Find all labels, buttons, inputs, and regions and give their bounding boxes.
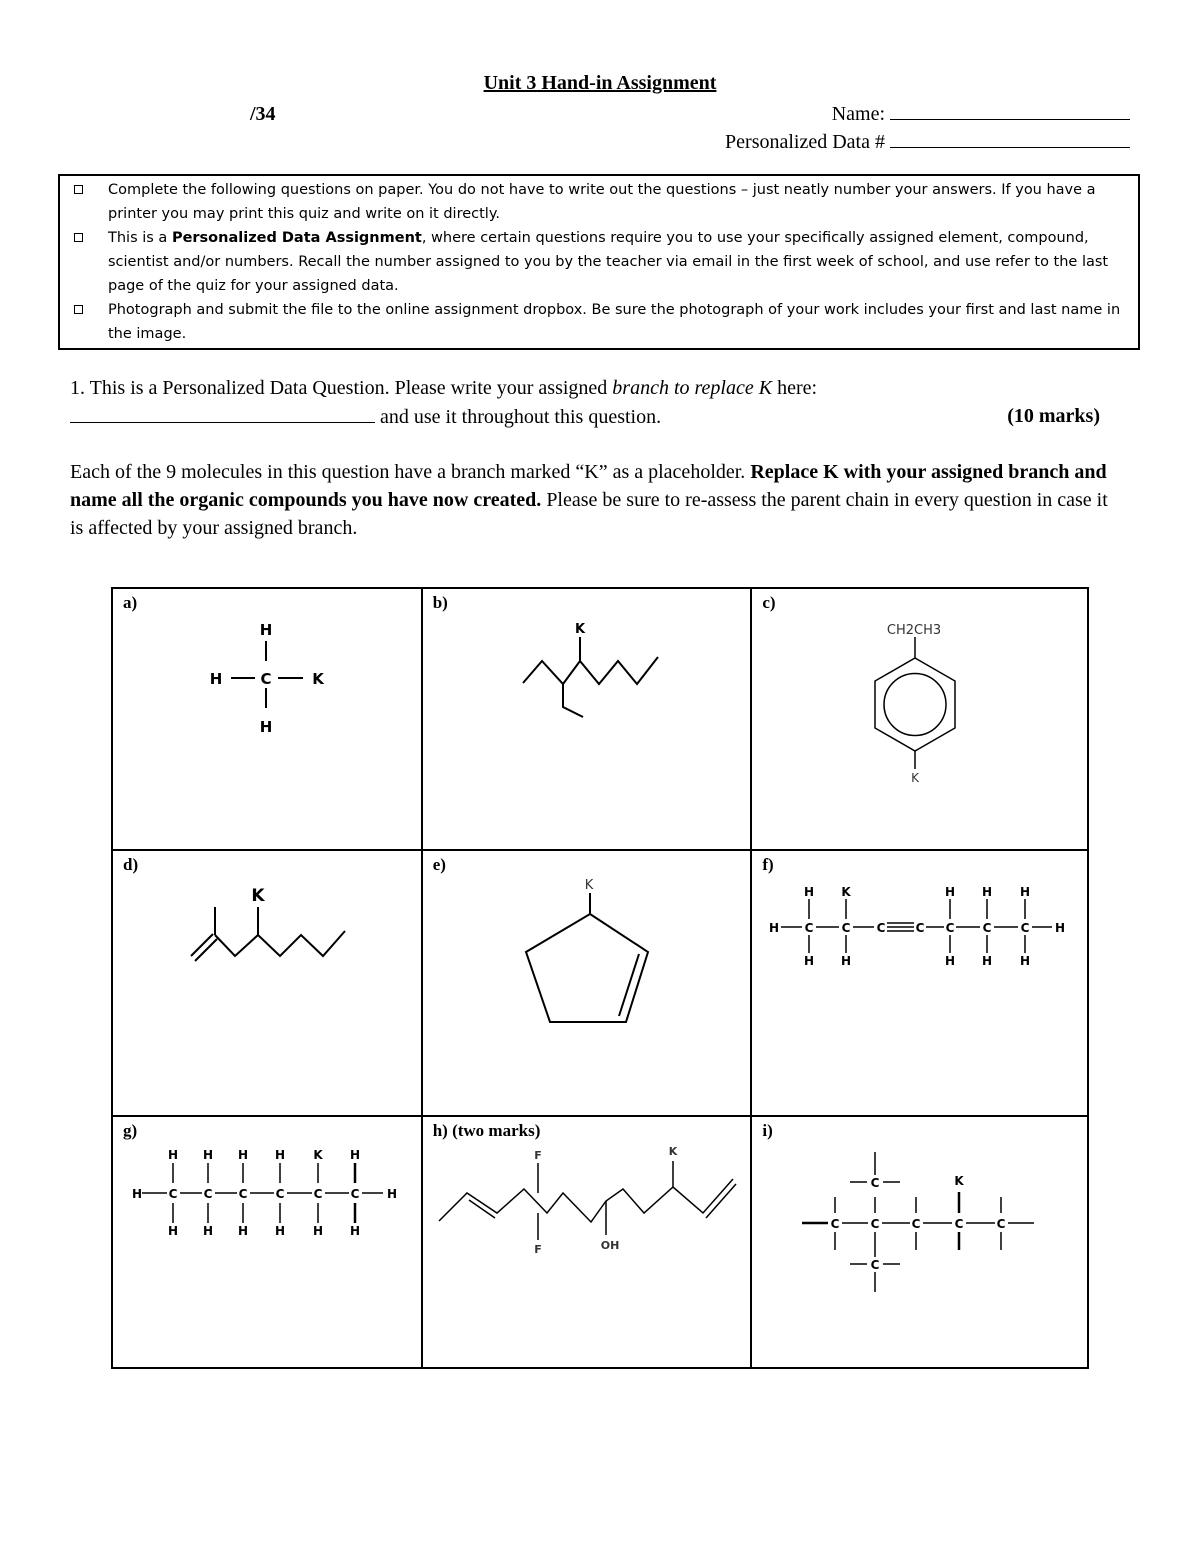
atom-label: C	[915, 921, 925, 935]
atom-label: C	[911, 1217, 921, 1231]
atom-label: H	[312, 1224, 324, 1238]
question-1-line2: and use it throughout this question. (10 marks)	[70, 402, 1100, 431]
cell-f[interactable]	[751, 850, 1088, 1116]
atom-label: H	[259, 718, 273, 736]
total-score: /34	[250, 103, 276, 125]
atom-label: OH	[600, 1239, 619, 1252]
question-instructions: Each of the 9 molecules in this question have a branch marked “K” as a placeholder. Replace K with your assigned branch and name all the organic compounds you have now created. Please be sure to re-assess the parent chain in every question in case it is affected by your assigned branch.	[70, 461, 1108, 539]
checkbox-icon	[74, 233, 83, 242]
atom-label: H	[202, 1224, 214, 1238]
cell-label: g)	[123, 1121, 138, 1140]
atom-label: C	[954, 1217, 964, 1231]
atom-label: H	[349, 1148, 361, 1162]
instruction-item: Complete the following questions on paper. You do not have to write out the questions – just neatly number your answers. If you have a printer you may print this quiz and write on it directly.	[70, 178, 1128, 226]
atom-label: H	[982, 885, 993, 899]
atom-label: H	[237, 1224, 249, 1238]
name-blank[interactable]	[890, 105, 1130, 120]
atom-label: H	[274, 1148, 286, 1162]
atom-label: K	[312, 670, 324, 688]
cell-label: a)	[123, 593, 138, 612]
atom-label: H	[202, 1148, 214, 1162]
atom-label: H	[945, 954, 956, 968]
atom-label: H	[1055, 921, 1066, 935]
atom-label: K	[954, 1174, 965, 1188]
cell-label: d)	[123, 855, 139, 874]
cell-label: c)	[762, 593, 776, 612]
atom-label: K	[668, 1145, 677, 1158]
molecule-e	[423, 851, 752, 1115]
atom-label: H	[945, 885, 956, 899]
personalized-data-blank[interactable]	[890, 133, 1130, 148]
page-title: Unit 3 Hand-in Assignment	[483, 72, 717, 94]
atom-label: C	[168, 1187, 178, 1201]
atom-label: C	[260, 670, 272, 688]
atom-label: C	[870, 1217, 880, 1231]
instruction-item: This is a Personalized Data Assignment, where certain questions require you to use your specifically assigned element, compound, scientist and/or numbers. Recall the number assigned to you by the teacher via email in the first week of school, and use refer to the last page of the quiz for your assigned data.	[70, 226, 1128, 298]
question-1: 1. This is a Personalized Data Question. Please write your assigned branch to replace K here:	[70, 377, 818, 399]
branch-blank[interactable]	[70, 402, 375, 423]
atom-label: C	[945, 921, 955, 935]
molecule-a	[113, 589, 422, 849]
molecule-d	[113, 851, 422, 1115]
name-label: Name:	[831, 103, 885, 125]
atom-label: K	[574, 622, 585, 637]
cell-i[interactable]	[751, 1116, 1088, 1368]
checkbox-icon	[74, 185, 83, 194]
molecule-f	[752, 851, 1088, 1115]
cell-label: b)	[432, 593, 448, 612]
atom-label: H	[349, 1224, 361, 1238]
atom-label: C	[876, 921, 886, 935]
atom-label: C	[1020, 921, 1030, 935]
atom-label: K	[584, 878, 593, 893]
atom-label: C	[982, 921, 992, 935]
cell-label: h) (two marks)	[432, 1121, 541, 1140]
molecule-g	[113, 1117, 422, 1367]
atom-label: F	[533, 1149, 542, 1162]
cell-c[interactable]	[751, 588, 1088, 850]
atom-label: H	[209, 670, 223, 688]
cell-label: f)	[762, 855, 774, 874]
atom-label: C	[870, 1176, 880, 1190]
instructions-box	[58, 174, 1140, 350]
atom-label: C	[996, 1217, 1006, 1231]
instruction-item: Photograph and submit the file to the online assignment dropbox. Be sure the photograph of your work includes your first and last name in the image.	[70, 298, 1128, 346]
atom-label: K	[251, 886, 265, 906]
atom-label: H	[386, 1187, 398, 1201]
atom-label: C	[870, 1258, 880, 1272]
atom-label: H	[167, 1148, 179, 1162]
atom-label: K	[841, 885, 852, 899]
cell-label: e)	[432, 855, 446, 874]
cell-a[interactable]	[112, 588, 422, 850]
cell-e[interactable]	[422, 850, 752, 1116]
cell-d[interactable]	[112, 850, 422, 1116]
molecule-h	[423, 1117, 752, 1367]
atom-label: C	[275, 1187, 285, 1201]
atom-label: H	[259, 621, 273, 639]
molecule-i	[752, 1117, 1088, 1367]
cell-h[interactable]	[422, 1116, 752, 1368]
question-marks: (10 marks)	[1007, 405, 1100, 427]
cell-g[interactable]	[112, 1116, 422, 1368]
atom-label: H	[1020, 954, 1031, 968]
atom-label: C	[313, 1187, 323, 1201]
atom-label: C	[841, 921, 851, 935]
atom-label: H	[167, 1224, 179, 1238]
atom-label: H	[237, 1148, 249, 1162]
atom-label: H	[769, 921, 780, 935]
molecule-b	[423, 589, 752, 849]
atom-label: H	[982, 954, 993, 968]
atom-label: H	[131, 1187, 143, 1201]
atom-label: C	[203, 1187, 213, 1201]
molecule-c	[752, 589, 1088, 849]
cell-label: i)	[762, 1121, 773, 1140]
cell-b[interactable]	[422, 588, 752, 850]
atom-label: C	[830, 1217, 840, 1231]
atom-label: H	[1020, 885, 1031, 899]
atom-label: H	[841, 954, 852, 968]
atom-label: C	[238, 1187, 248, 1201]
atom-label: H	[274, 1224, 286, 1238]
atom-label: C	[804, 921, 814, 935]
atom-label: K	[911, 771, 920, 785]
personalized-data-field[interactable]	[725, 131, 1130, 154]
name-field[interactable]	[832, 103, 1130, 126]
personalized-data-label: Personalized Data #	[725, 131, 885, 153]
atom-label: H	[804, 954, 815, 968]
atom-label: F	[533, 1243, 542, 1256]
atom-label: C	[350, 1187, 360, 1201]
ethyl-label: CH2CH3	[887, 623, 942, 638]
atom-label: K	[313, 1148, 323, 1162]
molecule-grid	[111, 587, 1089, 1369]
atom-label: H	[804, 885, 815, 899]
checkbox-icon	[74, 305, 83, 314]
